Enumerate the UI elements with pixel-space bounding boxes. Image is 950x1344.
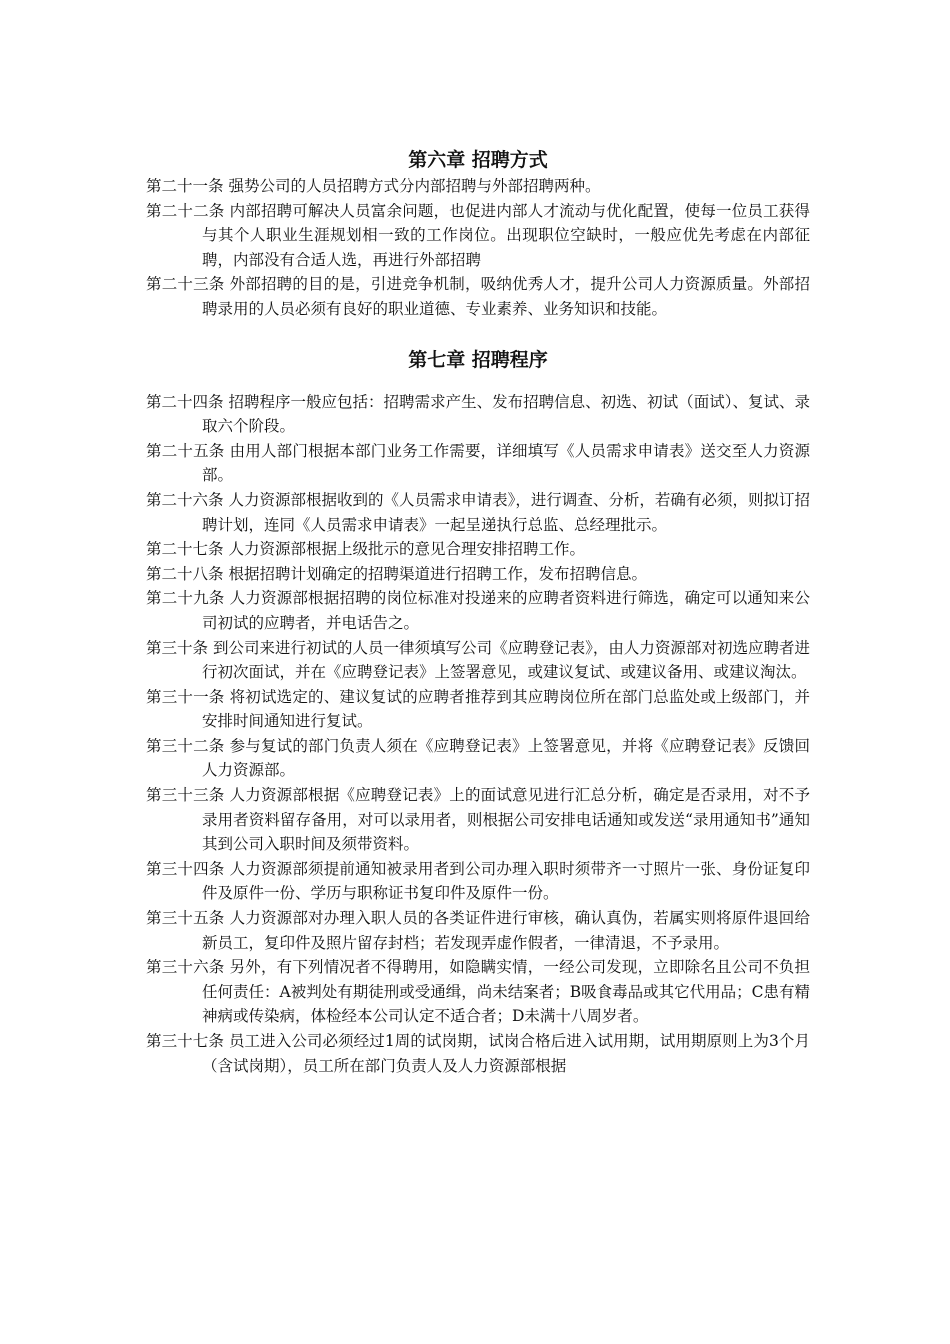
article-text: 外部招聘的目的是，引进竞争机制，吸纳优秀人才，提升公司人力资源质量。外部招聘录用的人员必须有良好的职业道德、专业素养、业务知识和技能。 — [202, 275, 810, 318]
chapter-7-title: 第七章 招聘程序 — [408, 348, 548, 371]
article-24 — [146, 390, 810, 439]
article-number: 第二十八条 — [146, 564, 224, 583]
article-text: 人力资源部须提前通知被录用者到公司办理入职时须带齐一寸照片一张、身份证复印件及原件一份、学历与职称证书复印件及原件一份。 — [202, 859, 810, 903]
article-number: 第二十三条 — [146, 275, 225, 294]
article-22 — [146, 199, 810, 273]
article-25 — [146, 439, 810, 488]
article-text: 由用人部门根据本部门业务工作需要，详细填写《人员需求申请表》送交至人力资源部。 — [202, 441, 810, 485]
article-number: 第三十五条 — [146, 909, 225, 928]
article-number: 第二十四条 — [146, 392, 224, 411]
article-text: 到公司来进行初试的人员一律须填写公司《应聘登记表》，由人力资源部对初选应聘者进行初次面试，并在《应聘登记表》上签署意见，或建议复试、或建议备用、或建议淘汰。 — [202, 638, 810, 682]
article-34 — [146, 857, 810, 906]
article-21 — [146, 174, 810, 199]
article-text: 参与复试的部门负责人须在《应聘登记表》上签署意见，并将《应聘登记表》反馈回人力资源部。 — [202, 736, 810, 780]
article-number: 第二十九条 — [146, 589, 225, 608]
article-text: 人力资源部根据招聘的岗位标准对投递来的应聘者资料进行筛选，确定可以通知来公司初试的应聘者，并电话告之。 — [202, 589, 810, 632]
article-text: 内部招聘可解决人员富余问题，也促进内部人才流动与优化配置，使每一位员工获得与其个人职业生涯规划相一致的工作岗位。出现职位空缺时，一般应优先考虑在内部征聘，内部没有合适人选，再进行外部招聘 — [202, 201, 810, 269]
article-number: 第二十一条 — [146, 177, 224, 195]
article-number: 第三十七条 — [146, 1032, 224, 1050]
article-number: 第二十七条 — [146, 540, 224, 559]
article-number: 第三十条 — [146, 638, 209, 657]
article-text: 强势公司的人员招聘方式分内部招聘与外部招聘两种。 — [223, 177, 601, 195]
document-page — [146, 140, 810, 1078]
article-number: 第二十二条 — [146, 201, 225, 220]
article-text: 人力资源部对办理入职人员的各类证件进行审核，确认真伪，若属实则将原件退回给新员工，复印件及照片留存封档；若发现弄虚作假者，一律清退，不予录用。 — [202, 909, 810, 952]
article-text: 根据招聘计划确定的招聘渠道进行招聘工作，发布招聘信息。 — [223, 564, 647, 583]
article-30 — [146, 636, 810, 685]
article-37 — [146, 1029, 810, 1078]
article-31 — [146, 685, 810, 734]
article-text: 另外，有下列情况者不得聘用，如隐瞒实情，一经公司发现，立即除名且公司不负担任何责任：A被判处有期徒刑或受通缉，尚未结案者；B吸食毒品或其它代用品；C患有精神病或传染病，体检经本公司认定不适合者；D未满十八周岁者。 — [202, 958, 810, 1026]
article-number: 第三十六条 — [146, 958, 225, 977]
article-number: 第三十一条 — [146, 687, 225, 706]
article-33 — [146, 783, 810, 857]
chapter-6-title: 第六章 招聘方式 — [408, 149, 548, 171]
article-27 — [146, 537, 810, 562]
article-29 — [146, 586, 810, 635]
article-32 — [146, 734, 810, 783]
article-text: 人力资源部根据《应聘登记表》上的面试意见进行汇总分析，确定是否录用，对不予录用者资料留存备用，对可以录用者，则根据公司安排电话通知或发送“录用通知书”通知其到公司入职时间及须带资料。 — [202, 786, 810, 854]
article-number: 第二十五条 — [146, 441, 225, 460]
article-number: 第三十二条 — [146, 736, 225, 755]
article-23 — [146, 272, 810, 321]
article-text: 人力资源部根据收到的《人员需求申请表》，进行调查、分析，若确有必须，则拟订招聘计划，连同《人员需求申请表》一起呈递执行总监、总经理批示。 — [202, 490, 810, 534]
article-26 — [146, 488, 810, 537]
article-36 — [146, 955, 810, 1029]
article-text: 招聘程序一般应包括：招聘需求产生、发布招聘信息、初选、初试（面试）、复试、录取六个阶段。 — [202, 392, 810, 436]
article-text: 人力资源部根据上级批示的意见合理安排招聘工作。 — [223, 540, 585, 559]
article-text: 将初试选定的、建议复试的应聘者推荐到其应聘岗位所在部门总监处或上级部门，并安排时间通知进行复试。 — [202, 687, 810, 731]
article-35 — [146, 906, 810, 955]
article-text: 员工进入公司必须经过1周的试岗期，试岗合格后进入试用期，试用期原则上为3个月（含试岗期），员工所在部门负责人及人力资源部根据 — [202, 1032, 810, 1075]
article-number: 第二十六条 — [146, 490, 224, 509]
article-number: 第三十四条 — [146, 859, 225, 878]
article-number: 第三十三条 — [146, 786, 225, 805]
article-28 — [146, 562, 810, 587]
